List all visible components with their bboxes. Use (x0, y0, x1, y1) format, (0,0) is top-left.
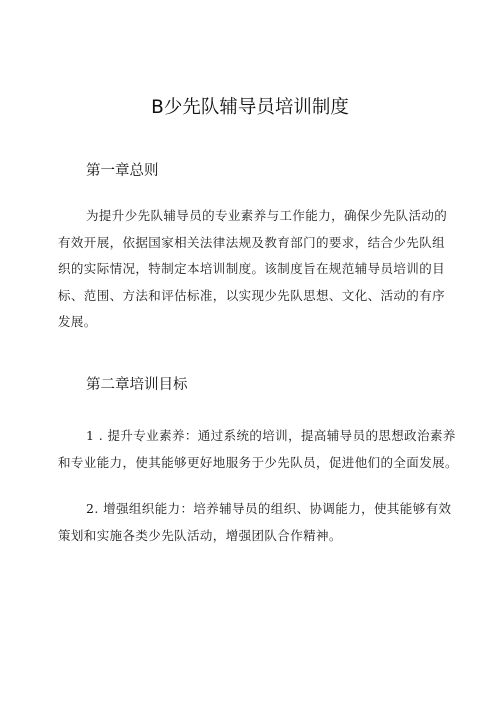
document-title: B少先队辅导员培训制度 (151, 97, 349, 118)
paragraph-line: 为提升少先队辅导员的专业素养与工作能力，确保少先队活动的 (86, 208, 448, 223)
goal-item-2 (58, 496, 450, 549)
chapter-1-heading: 第一章总则 (86, 163, 159, 179)
paragraph-line: 标、范围、方法和评估标准，以实现少先队思想、文化、活动的有序 (58, 287, 446, 303)
paragraph-line: 发展。 (58, 314, 97, 329)
chapter-2-heading: 第二章培训目标 (86, 377, 188, 393)
paragraph-line: 和专业能力，使其能够更好地服务于少先队员，促进他们的全面发展。 (58, 454, 458, 470)
chapter-1-paragraph (58, 203, 450, 336)
paragraph-line: 2. 增强组织能力：培养辅导员的组织、协调能力，使其能够有效 (86, 501, 452, 516)
paragraph-line: 1 . 提升专业素养：通过系统的培训，提高辅导员的思想政治素养 (86, 428, 456, 443)
goal-item-1 (58, 423, 458, 476)
paragraph-line: 有效开展，依据国家相关法律法规及教育部门的要求，结合少先队组 (58, 234, 446, 250)
paragraph-line: 织的实际情况，特制定本培训制度。该制度旨在规范辅导员培训的目 (58, 261, 446, 276)
paragraph-line: 策划和实施各类少先队活动，增强团队合作精神。 (58, 527, 342, 543)
